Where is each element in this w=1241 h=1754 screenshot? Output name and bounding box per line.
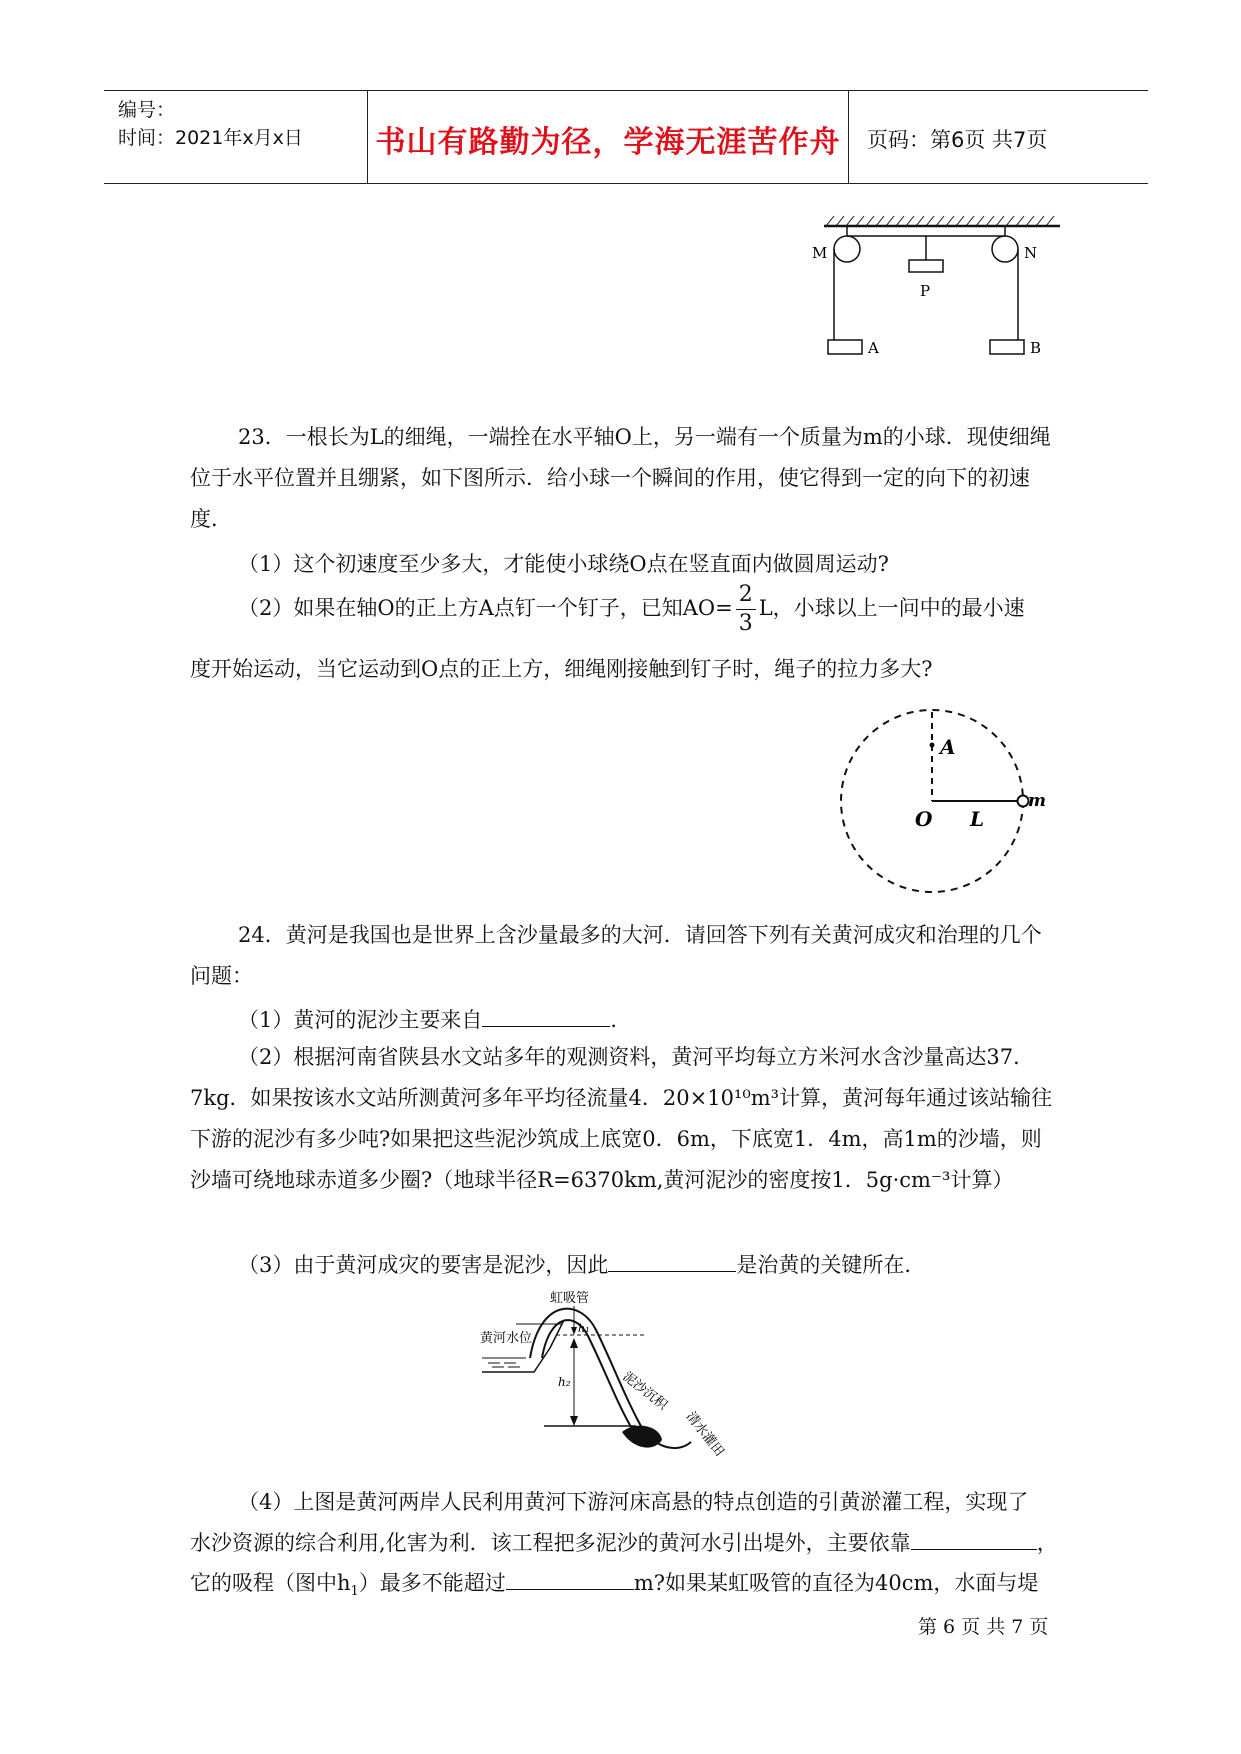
q24-part3-text-a: （3）由于黄河成灾的要害是泥沙，因此 [238,1253,609,1277]
label-river-level: 黄河水位 [480,1331,533,1346]
pulley-figure [810,212,1070,372]
q24-part4-line3-text-a: 它的吸程（图中h [190,1571,351,1595]
page-code: 页码：第6页 共7页 [867,128,1048,152]
label-n: N [1024,244,1038,262]
label-o: O [915,807,933,831]
header-right-cell [849,91,1148,183]
header-left-cell [104,91,368,183]
q24-part4-line3-text-c: m?如果某虹吸管的直径为40cm，水面与堤 [633,1571,1039,1595]
q24-part4-line2-comma: ， [1036,1531,1058,1555]
fraction-two-thirds [736,584,756,635]
label-a: A [940,735,956,759]
h1-subscript: 1 [350,1584,359,1600]
answer-blank-3[interactable] [911,1531,1037,1550]
answer-blank-2[interactable] [608,1253,736,1272]
q24-intro: 24．黄河是我国也是世界上含沙量最多的大河．请回答下列有关黄河成灾和治理的几个问题： [190,923,1042,988]
q23-part2-line1 [238,584,1025,635]
q23-part1: （1）这个初速度至少多大，才能使小球绕O点在竖直面内做圆周运动? [238,552,889,576]
label-m: M [812,244,828,262]
q24-part1-period: ． [610,1008,632,1032]
q24-part4-line2-text: 水沙资源的综合利用,化害为利．该工程把多泥沙的黄河水引出堤外，主要依靠 [190,1531,911,1555]
label-b: B [1030,339,1042,357]
number-label: 编号： [118,99,176,121]
fraction-numerator: 2 [736,584,756,610]
label-h2: h₂ [558,1375,571,1389]
label-silt-deposit: 泥沙沉积 [619,1369,670,1414]
header-middle-cell [368,91,849,183]
siphon-figure [480,1290,816,1475]
q24-part4-line3 [190,1567,1038,1599]
answer-blank-4[interactable] [506,1571,634,1590]
label-clear-water: 清水灌田 [682,1409,727,1460]
answer-blank-1[interactable] [482,1008,610,1027]
q24-part1 [238,1004,631,1034]
label-l: L [970,807,985,831]
label-m: m [1028,791,1046,811]
circle-figure [830,702,1070,902]
q24-part1-text: （1）黄河的泥沙主要来自 [238,1008,483,1032]
q24-part2: （2）根据河南省陕县水文站多年的观测资料，黄河平均每立方米河水含沙量高达37．7kg．如果按该水文站所测黄河多年平均径流量4．20×10¹⁰m³计算，黄河每年通过该站输往下游的泥沙有多少吨?如果把这些泥沙筑成上底宽0．6m，下底宽1．4m，高1m的沙墙，则沙墙可绕地球赤道多少圈?（地球半径R=6370km,黄河泥沙的密度按1．5g·cm⁻³计算） [190,1045,1053,1192]
label-a: A [868,339,879,357]
label-p: P [920,282,931,300]
q24-part4-line2 [190,1527,1058,1557]
label-h1: h₁ [578,1322,590,1335]
q23-part2-line2: 度开始运动，当它运动到O点的正上方，细绳刚接触到钉子时，绳子的拉力多大? [190,657,933,681]
q24-part4-line1: （4）上图是黄河两岸人民利用黄河下游河床高悬的特点创造的引黄淤灌工程，实现了 [238,1490,1029,1514]
q24-part3-text-b: 是治黄的关键所在． [736,1253,926,1277]
time-label: 时间：2021年x月x日 [118,127,303,149]
motto: 书山有路勤为径，学海无涯苦作舟 [375,125,841,160]
q23-intro: 23．一根长为L的细绳，一端拴在水平轴O上，另一端有一个质量为m的小球．现使细绳位于水平位置并且绷紧，如下图所示．给小球一个瞬间的作用，使它得到一定的向下的初速度． [190,425,1051,531]
page-footer: 第 6 页 共 7 页 [918,1616,1049,1638]
header-table [104,90,1148,184]
q23-part2-text-b: L，小球以上一问中的最小速 [758,596,1025,620]
label-siphon-tube: 虹吸管 [550,1291,590,1306]
q24-part4-line3-text-b: ）最多不能超过 [358,1571,506,1595]
q23-part2-text-a: （2）如果在轴O的正上方A点钉一个钉子，已知AO= [238,596,733,620]
q24-part3 [238,1249,925,1279]
fraction-denominator: 3 [738,611,753,636]
